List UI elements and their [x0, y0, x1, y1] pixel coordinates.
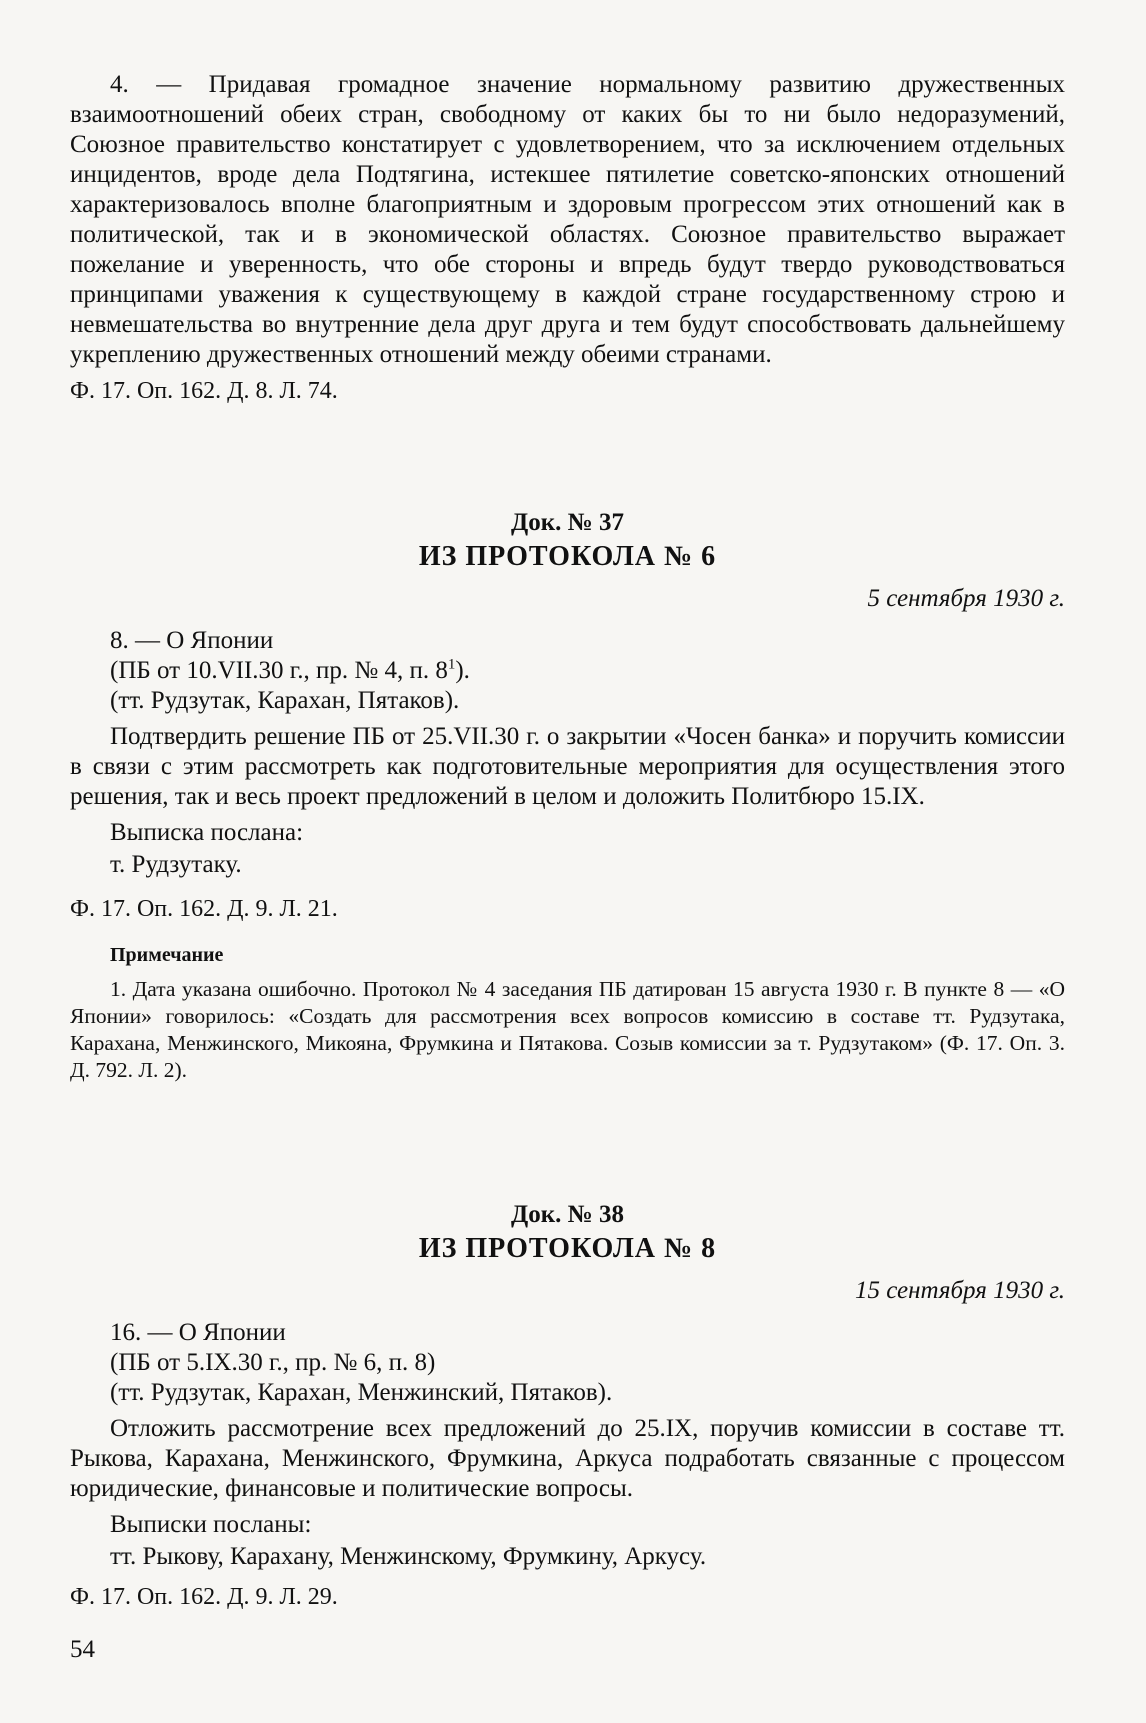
- doc-37-sent-to: т. Рудзутаку.: [110, 851, 242, 878]
- doc-37-item-heading: 8. — О Японии: [110, 627, 274, 654]
- doc-37-item: [70, 626, 1065, 716]
- doc-38-sent-label: Выписки посланы:: [110, 1511, 312, 1538]
- top-section: [70, 70, 1065, 406]
- doc-38-item: [70, 1318, 1065, 1408]
- doc-38-number: Док. № 38: [511, 1201, 624, 1228]
- doc-38-decision: Отложить рассмотрение всех предложений до 25.IX, поручив комиссии в составе тт. Рыкова, Карахана, Менжинского, Фрумкина, Аркуса подработать связанные с процессом юридические, финансовые и политические вопросы.: [70, 1415, 1065, 1502]
- doc-37-section: [70, 508, 1065, 1084]
- footnote-marker: 1: [447, 656, 456, 673]
- doc-38-date: 15 сентября 1930 г.: [854, 1277, 1065, 1304]
- doc-37-date: 5 сентября 1930 г.: [867, 585, 1065, 612]
- doc-37-number: Док. № 37: [511, 509, 624, 536]
- doc-37-item-reference: [110, 656, 1065, 686]
- doc-37-decision: Подтвердить решение ПБ от 25.VII.30 г. о закрытии «Чосен банка» и поручить комиссии в связи с этим рассмотреть как подготовительные мероприятия для осуществления этого решения, так и весь проект предложений в целом и доложить Политбюро 15.IX.: [70, 723, 1065, 810]
- doc-37-title: ИЗ ПРОТОКОЛА № 6: [418, 541, 717, 572]
- doc-38-item-heading: 16. — О Японии: [110, 1319, 286, 1346]
- note-text: 1. Дата указана ошибочно. Протокол № 4 заседания ПБ датирован 15 августа 1930 г. В пункте 8 — «О Японии» говорилось: «Создать для рассмотрения всех вопросов комиссию в составе тт. Рудзутака, Карахана, Менжинского, Микояна, Фрумкина и Пятакова. Созыв комиссии за т. Рудзутаком» (Ф. 17. Оп. 3. Д. 792. Л. 2).: [70, 977, 1065, 1082]
- doc-37-item-participants: (тт. Рудзутак, Карахан, Пятаков).: [110, 687, 460, 714]
- archive-reference: Ф. 17. Оп. 162. Д. 8. Л. 74.: [70, 378, 338, 404]
- doc-37-item-ref-end: ).: [455, 657, 470, 684]
- doc-37-sent-label: Выписка послана:: [110, 819, 304, 846]
- note-heading: Примечание: [110, 944, 224, 966]
- doc-38-item-reference: (ПБ от 5.IX.30 г., пр. № 6, п. 8): [110, 1349, 436, 1376]
- doc-38-title: ИЗ ПРОТОКОЛА № 8: [418, 1233, 717, 1264]
- doc-38-item-participants: (тт. Рудзутак, Карахан, Менжинский, Пятаков).: [110, 1379, 613, 1406]
- doc-38-section: [70, 1200, 1065, 1612]
- page-number: 54: [70, 1636, 95, 1663]
- doc-38-sent-to: тт. Рыкову, Карахану, Менжинскому, Фрумкину, Аркусу.: [110, 1543, 707, 1570]
- doc-37-archive-reference: Ф. 17. Оп. 162. Д. 9. Л. 21.: [70, 896, 338, 922]
- doc-37-item-ref-text: (ПБ от 10.VII.30 г., пр. № 4, п. 8: [110, 657, 448, 684]
- paragraph-4: 4. — Придавая громадное значение нормальному развитию дружественных взаимоотношений обеих стран, свободному от каких бы то ни было недоразумений, Союзное правительство констатирует с удовлетворением, что за исключением отдельных инцидентов, вроде дела Подтягина, истекшее пятилетие советско-японских отношений характеризовалось вполне благоприятным и здоровым прогрессом этих отношений как в политической, так и в экономической областях. Союзное правительство выражает пожелание и уверенность, что обе стороны и впредь будут твердо руководствоваться принципами уважения к существующему в каждой стране государственному строю и невмешательства во внутренние дела друг друга и тем будут способствовать дальнейшему укреплению дружественных отношений между обеими странами.: [70, 71, 1065, 368]
- doc-38-archive-reference: Ф. 17. Оп. 162. Д. 9. Л. 29.: [70, 1584, 338, 1610]
